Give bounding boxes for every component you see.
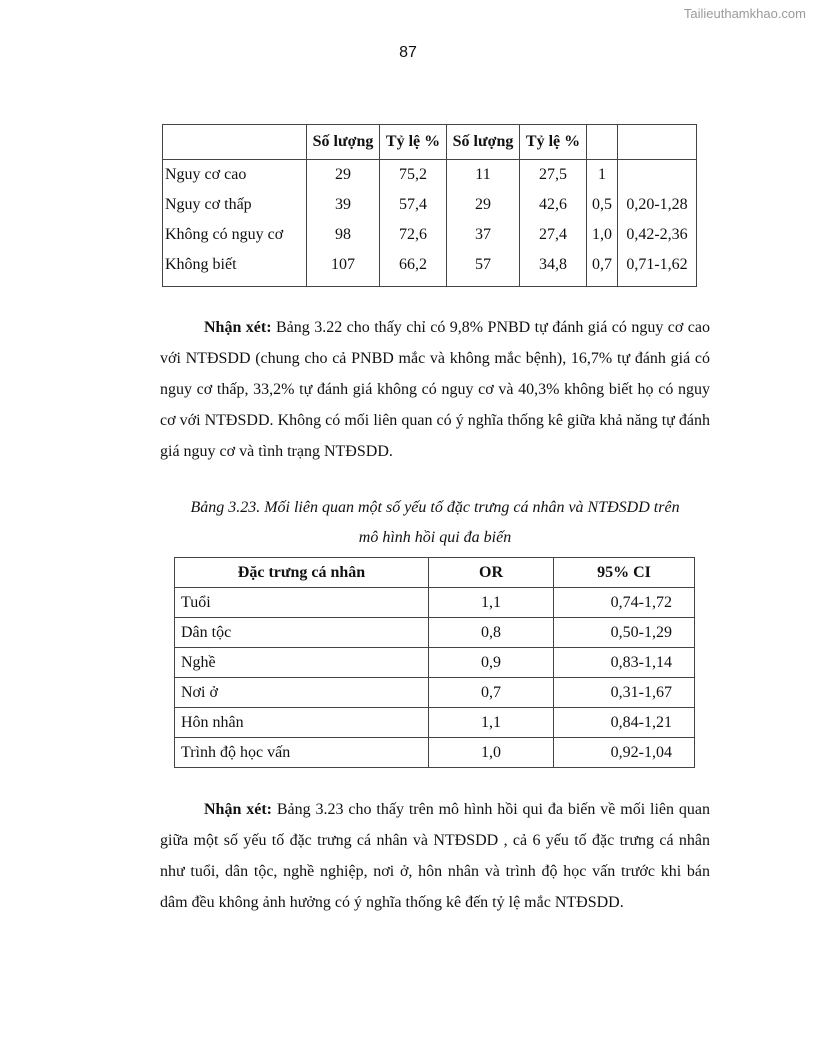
table-cell: Tuổi bbox=[175, 588, 429, 618]
paragraph-lead: Nhận xét: bbox=[204, 801, 272, 818]
table-cell: 39 bbox=[307, 190, 380, 220]
column-header: Tỷ lệ % bbox=[520, 125, 587, 160]
column-header: Đặc trưng cá nhân bbox=[175, 558, 429, 588]
watermark: Tailieuthamkhao.com bbox=[683, 6, 806, 21]
table-cell: 0,20-1,28 bbox=[618, 190, 697, 220]
paragraph-comment-3-23 bbox=[160, 794, 710, 918]
caption-line: Bảng 3.23. Mối liên quan một số yếu tố đặc trưng cá nhân và NTĐSDD trên bbox=[190, 499, 680, 516]
caption-line: mô hình hồi qui đa biến bbox=[358, 529, 512, 546]
table-cell: 1,0 bbox=[587, 220, 618, 250]
table-row bbox=[163, 190, 697, 220]
table-cell: Nguy cơ thấp bbox=[163, 190, 307, 220]
column-header: OR bbox=[429, 558, 554, 588]
table-cell bbox=[618, 160, 697, 191]
table-row bbox=[175, 618, 695, 648]
column-header: 95% CI bbox=[554, 558, 695, 588]
table-cell: 0,50-1,29 bbox=[554, 618, 695, 648]
table-cell: 0,83-1,14 bbox=[554, 648, 695, 678]
paragraph-text: Bảng 3.22 cho thấy chỉ có 9,8% PNBD tự đánh giá có nguy cơ cao với NTĐSDD (chung cho cả PNBD mắc và không mắc bệnh), 16,7% tự đánh giá có nguy cơ thấp, 33,2% tự đánh giá không có nguy cơ và 40,3% không biết họ có nguy cơ với NTĐSDD. Không có mối liên quan có ý nghĩa thống kê giữa khả năng tự đánh giá nguy cơ và tình trạng NTĐSDD. bbox=[160, 319, 710, 460]
table-cell: Không có nguy cơ bbox=[163, 220, 307, 250]
column-header: Số lượng bbox=[447, 125, 520, 160]
table-row bbox=[175, 738, 695, 768]
table-cell: 34,8 bbox=[520, 250, 587, 287]
table-cell: 0,84-1,21 bbox=[554, 708, 695, 738]
table-cell: 0,42-2,36 bbox=[618, 220, 697, 250]
table-cell: Dân tộc bbox=[175, 618, 429, 648]
paragraph-lead: Nhận xét: bbox=[204, 319, 272, 336]
table-cell: 1,1 bbox=[429, 708, 554, 738]
table-cell: 42,6 bbox=[520, 190, 587, 220]
table-cell: Không biết bbox=[163, 250, 307, 287]
table-cell: 11 bbox=[447, 160, 520, 191]
column-header bbox=[618, 125, 697, 160]
table-cell: 29 bbox=[307, 160, 380, 191]
table-cell: 0,5 bbox=[587, 190, 618, 220]
table-row bbox=[163, 250, 697, 287]
table-caption bbox=[160, 493, 710, 553]
column-header bbox=[163, 125, 307, 160]
table-cell: 0,8 bbox=[429, 618, 554, 648]
table-cell: 0,7 bbox=[587, 250, 618, 287]
table-cell: 0,71-1,62 bbox=[618, 250, 697, 287]
page-number: 87 bbox=[399, 44, 417, 61]
table-cell: 0,7 bbox=[429, 678, 554, 708]
table-cell: Nguy cơ cao bbox=[163, 160, 307, 191]
table-cell: 107 bbox=[307, 250, 380, 287]
table-header-row bbox=[163, 125, 697, 160]
table-cell: 1,0 bbox=[429, 738, 554, 768]
column-header: Tỷ lệ % bbox=[380, 125, 447, 160]
table-cell: Nơi ở bbox=[175, 678, 429, 708]
table-cell: 0,92-1,04 bbox=[554, 738, 695, 768]
table-cell: 57,4 bbox=[380, 190, 447, 220]
table-row bbox=[175, 708, 695, 738]
table-row bbox=[175, 678, 695, 708]
table-row bbox=[163, 220, 697, 250]
paragraph-text: Bảng 3.23 cho thấy trên mô hình hồi qui đa biến về mối liên quan giữa một số yếu tố đặc trưng cá nhân và NTĐSDD , cả 6 yếu tố đặc trưng cá nhân như tuổi, dân tộc, nghề nghiệp, nơi ở, hôn nhân và trình độ học vấn trước khi bán dâm đều không ảnh hưởng có ý nghĩa thống kê đến tỷ lệ mắc NTĐSDD. bbox=[160, 801, 711, 911]
table-cell: 1 bbox=[587, 160, 618, 191]
table-cell: 66,2 bbox=[380, 250, 447, 287]
table-risk-self-assessment bbox=[162, 124, 697, 287]
table-cell: 0,74-1,72 bbox=[554, 588, 695, 618]
table-cell: 72,6 bbox=[380, 220, 447, 250]
paragraph-comment-3-22 bbox=[160, 312, 710, 467]
table-cell: 27,5 bbox=[520, 160, 587, 191]
table-cell: 98 bbox=[307, 220, 380, 250]
table-cell: 75,2 bbox=[380, 160, 447, 191]
table-cell: 27,4 bbox=[520, 220, 587, 250]
table-cell: Nghề bbox=[175, 648, 429, 678]
table-row bbox=[175, 588, 695, 618]
table-cell: 1,1 bbox=[429, 588, 554, 618]
column-header bbox=[587, 125, 618, 160]
table-cell: 0,9 bbox=[429, 648, 554, 678]
column-header: Số lượng bbox=[307, 125, 380, 160]
table-personal-characteristics bbox=[174, 557, 695, 768]
table-header-row bbox=[175, 558, 695, 588]
table-row bbox=[175, 648, 695, 678]
table-cell: 57 bbox=[447, 250, 520, 287]
table-cell: 37 bbox=[447, 220, 520, 250]
table-cell: 0,31-1,67 bbox=[554, 678, 695, 708]
table-cell: Trình độ học vấn bbox=[175, 738, 429, 768]
table-cell: 29 bbox=[447, 190, 520, 220]
table-row bbox=[163, 160, 697, 191]
table-cell: Hôn nhân bbox=[175, 708, 429, 738]
